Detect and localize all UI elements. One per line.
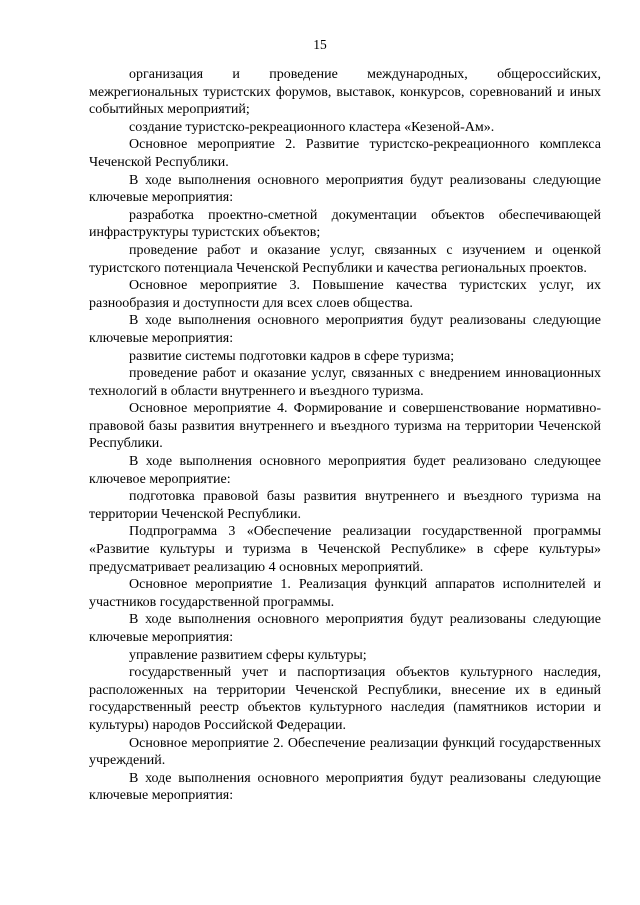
paragraph: государственный учет и паспортизация объектов культурного наследия, расположенных на территории Чеченской Республики, внесение их в единый государственный реестр объектов культурного наследия (памятников истории и культуры) народов Российской Федерации. (89, 665, 601, 733)
paragraph: проведение работ и оказание услуг, связанных с изучением и оценкой туристского потенциала Чеченской Республики и качества региональных проектов. (89, 242, 601, 276)
page-number: 15 (313, 37, 327, 52)
paragraph: разработка проектно-сметной документации объектов обеспечивающей инфраструктуры туристских объектов; (89, 207, 601, 241)
paragraph: Основное мероприятие 4. Формирование и совершенствование нормативно-правовой базы развития внутреннего и въездного туризма на территории Чеченской Республики. (89, 401, 601, 452)
paragraph: создание туристско-рекреационного кластера «Кезеной-Ам». (129, 119, 495, 135)
paragraph: управление развитием сферы культуры; (129, 647, 367, 663)
paragraph: подготовка правовой базы развития внутреннего и въездного туризма на территории Чеченской Республики. (89, 489, 601, 522)
paragraph: Основное мероприятие 3. Повышение качества туристских услуг, их разнообразия и доступности для всех слоев общества. (89, 278, 601, 311)
paragraph: В ходе выполнения основного мероприятия будут реализованы следующие ключевые мероприятия: (89, 612, 601, 645)
paragraph: развитие системы подготовки кадров в сфере туризма; (129, 348, 455, 364)
paragraph: В ходе выполнения основного мероприятия будет реализовано следующее ключевое мероприятие: (89, 454, 601, 487)
paragraph: организация и проведение международных, общероссийских, межрегиональных туристских форумов, выставок, конкурсов, соревнований и иных событийных мероприятий; (89, 67, 601, 118)
paragraph: Основное мероприятие 1. Реализация функций аппаратов исполнителей и участников государственной программы. (89, 577, 601, 610)
document-body (89, 66, 601, 805)
paragraph: В ходе выполнения основного мероприятия будут реализованы следующие ключевые мероприятия: (89, 172, 601, 206)
paragraph: Основное мероприятие 2. Развитие туристско-рекреационного комплекса Чеченской Республики. (89, 137, 601, 170)
paragraph: проведение работ и оказание услуг, связанных с внедрением инновационных технологий в области внутреннего и въездного туризма. (89, 366, 601, 399)
paragraph: Основное мероприятие 2. Обеспечение реализации функций государственных учреждений. (89, 735, 601, 769)
paragraph: В ходе выполнения основного мероприятия будут реализованы следующие ключевые мероприятия: (89, 313, 601, 346)
paragraph: В ходе выполнения основного мероприятия будут реализованы следующие ключевые мероприятия: (89, 770, 601, 804)
paragraph: Подпрограмма 3 «Обеспечение реализации государственной программы «Развитие культуры и туризма в Чеченской Республике» в сфере культуры» предусматривает реализацию 4 основных мероприятий. (89, 524, 601, 575)
